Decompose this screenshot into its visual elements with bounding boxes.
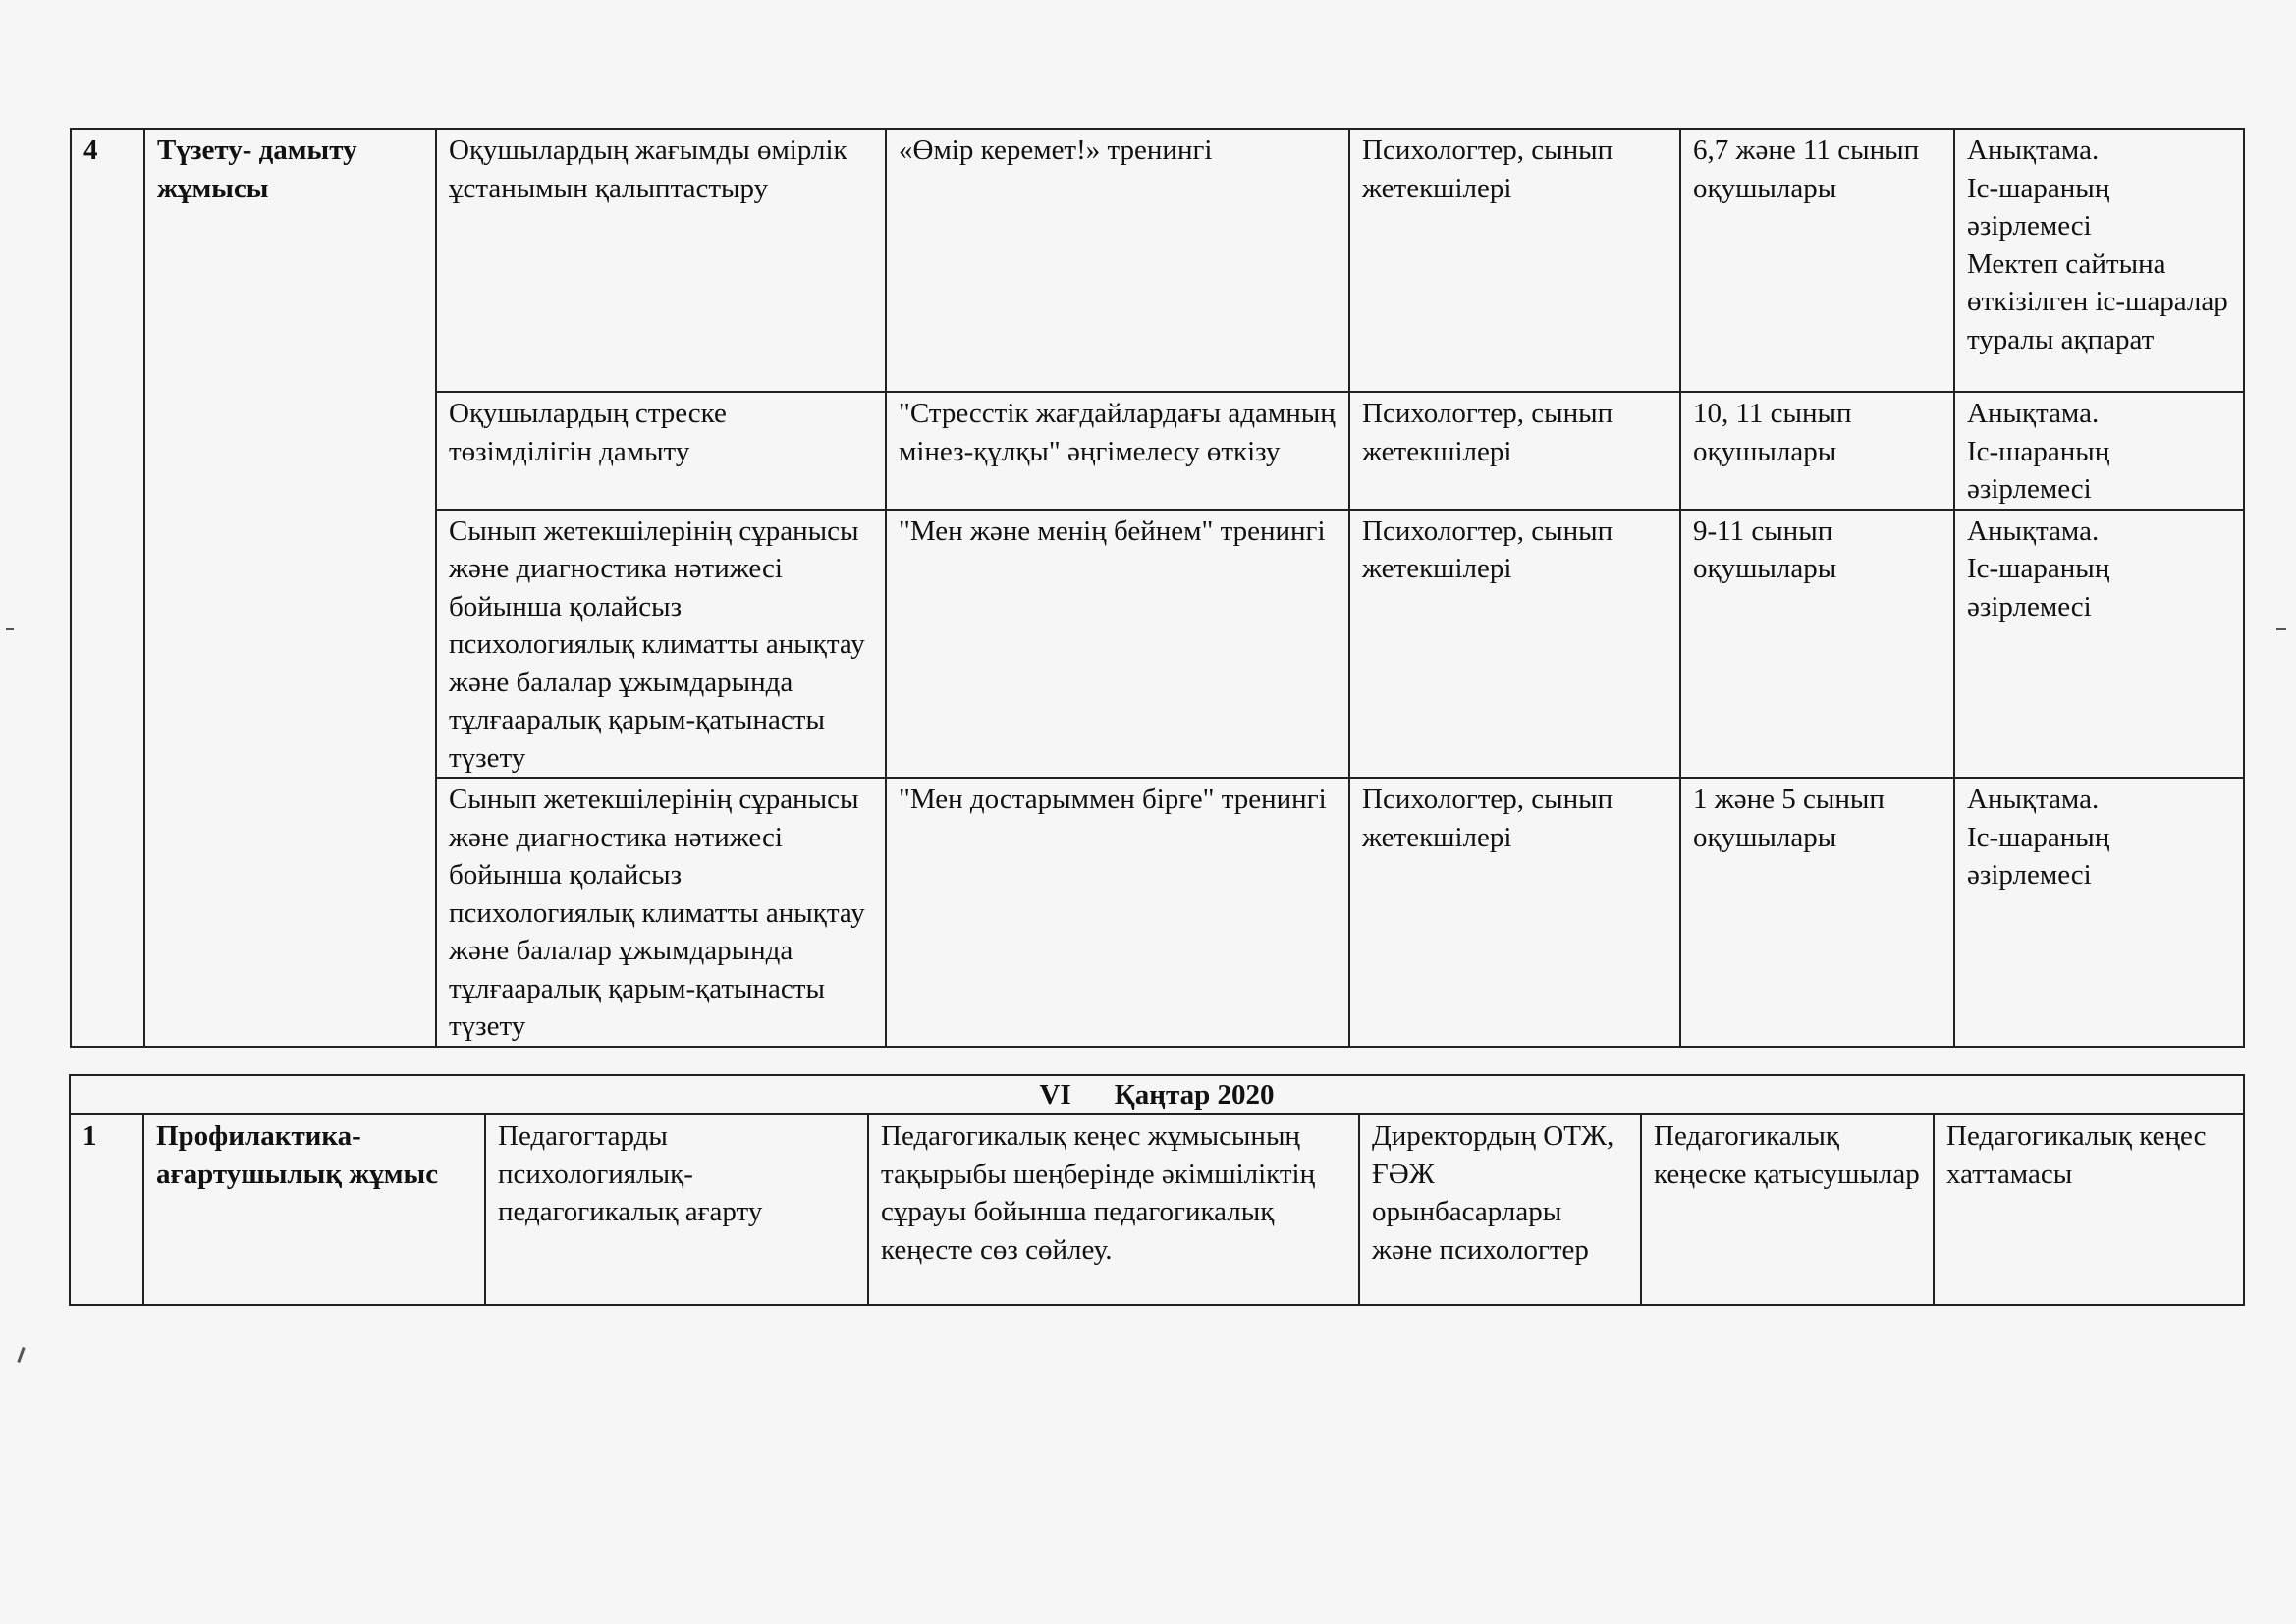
result-cell [1954, 778, 2244, 1047]
result-line: Анықтама. [1967, 784, 2100, 815]
result-cell [1954, 392, 2244, 510]
section-header-row [70, 1075, 2244, 1114]
event-cell: "Мен достарыммен бірге" тренингі [886, 778, 1349, 1047]
responsible-cell: Психологтер, сынып жетекшілері [1349, 392, 1680, 510]
scan-mark [2276, 628, 2286, 630]
participants-cell: 1 және 5 сынып оқушылары [1680, 778, 1954, 1047]
goal-cell: Педагогтарды психологиялық-педагогикалық ағарту [485, 1114, 868, 1305]
category-cell: Профилактика-ағартушылық жұмыс [143, 1114, 485, 1305]
table-row [71, 129, 2244, 392]
table-row [70, 1114, 2244, 1305]
plan-table-january [69, 1074, 2245, 1306]
participants-cell: Педагогикалық кеңеске қатысушылар [1641, 1114, 1934, 1305]
section-month: Қаңтар 2020 [1114, 1079, 1275, 1110]
section-roman-numeral: VI [1039, 1079, 1071, 1110]
goal-cell: Оқушылардың жағымды өмірлік ұстанымын қалыптастыру [436, 129, 886, 392]
category-cell: Түзету- дамыту жұмысы [144, 129, 436, 1047]
result-line: Іс-шараның әзірлемесі [1967, 553, 2110, 623]
result-cell: Педагогикалық кеңес хаттамасы [1934, 1114, 2244, 1305]
responsible-cell: Психологтер, сынып жетекшілері [1349, 778, 1680, 1047]
result-line: Анықтама. [1967, 135, 2100, 166]
result-line: Іс-шараның әзірлемесі [1967, 821, 2110, 891]
result-cell [1954, 510, 2244, 779]
result-line: Анықтама. [1967, 514, 2100, 547]
scan-mark [6, 628, 14, 630]
result-line: Іс-шараның әзірлемесі [1967, 172, 2110, 242]
result-line: Анықтама. [1967, 398, 2100, 429]
responsible-cell: Психологтер, сынып жетекшілері [1349, 510, 1680, 779]
participants-cell: 10, 11 сынып оқушылары [1680, 392, 1954, 510]
plan-table-correction [70, 128, 2245, 1048]
goal-cell: Сынып жетекшілерінің сұранысы және диагностика нәтижесі бойынша қолайсыз психологиялық климатты анықтау және балалар ұжымдарында тұлғааралық қарым-қатынасты түзету [436, 510, 886, 779]
row-number-cell: 4 [71, 129, 144, 1047]
responsible-cell: Директордың ОТЖ, ҒӘЖ орынбасарлары және психологтер [1359, 1114, 1641, 1305]
event-cell: Педагогикалық кеңес жұмысының тақырыбы шеңберінде әкімшіліктің сұрауы бойынша педагогикалық кеңесте сөз сөйлеу. [868, 1114, 1359, 1305]
event-cell: "Мен және менің бейнем" тренингі [886, 510, 1349, 779]
goal-cell: Сынып жетекшілерінің сұранысы және диагностика нәтижесі бойынша қолайсыз психологиялық климатты анықтау және балалар ұжымдарында тұлғааралық қарым-қатынасты түзету [436, 778, 886, 1047]
result-cell [1954, 129, 2244, 392]
participants-cell: 9-11 сынып оқушылары [1680, 510, 1954, 779]
event-cell: «Өмір керемет!» тренингі [886, 129, 1349, 392]
event-cell: "Стресстік жағдайлардағы адамның мінез-құлқы" әңгімелесу өткізу [886, 392, 1349, 510]
participants-cell: 6,7 және 11 сынып оқушылары [1680, 129, 1954, 392]
row-number-cell: 1 [70, 1114, 143, 1305]
section-header [70, 1075, 2244, 1114]
goal-cell: Оқушылардың стреске төзімділігін дамыту [436, 392, 886, 510]
responsible-cell: Психологтер, сынып жетекшілері [1349, 129, 1680, 392]
result-line: Іс-шараның әзірлемесі [1967, 435, 2110, 505]
result-line: Мектеп сайтына өткізілген іс-шаралар туралы ақпарат [1967, 247, 2228, 355]
scan-mark [17, 1347, 25, 1363]
